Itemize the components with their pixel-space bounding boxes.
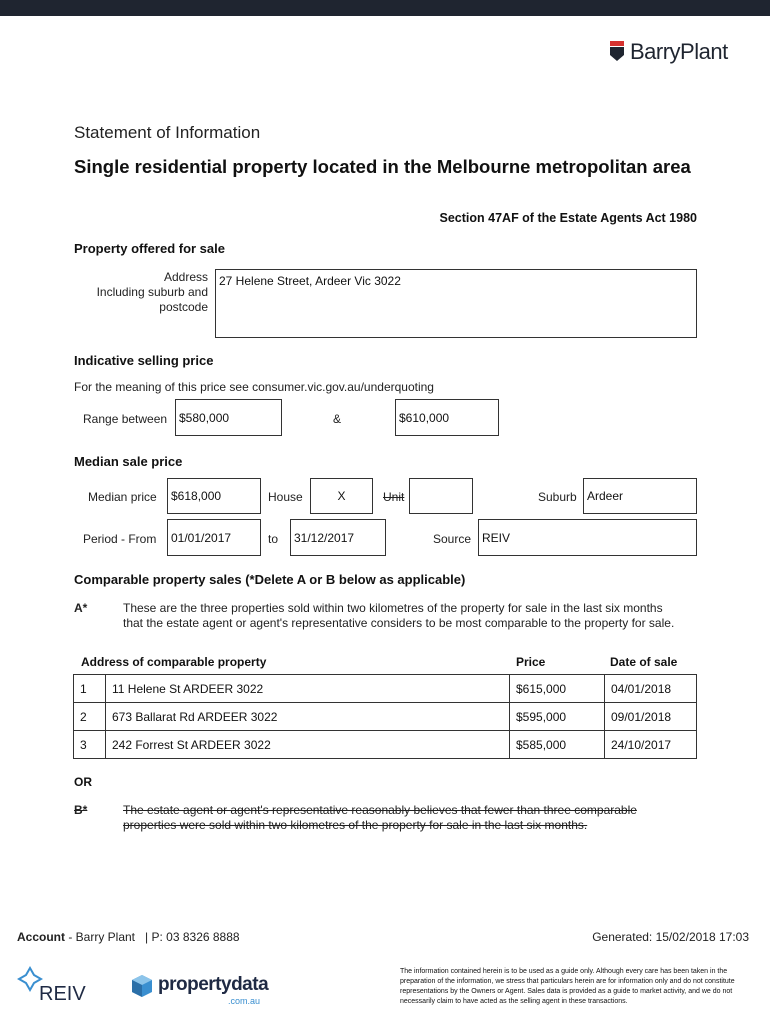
indicative-note: For the meaning of this price see consumer.vic.gov.au/underquoting xyxy=(74,380,434,394)
option-a-label: A* xyxy=(74,601,88,615)
table-row xyxy=(74,731,697,759)
period-label: Period - From xyxy=(83,532,157,546)
address-label xyxy=(97,270,208,315)
col-price-header: Price xyxy=(516,655,546,669)
account-label: Account xyxy=(17,930,65,944)
comparable-heading: Comparable property sales (*Delete A or B below as applicable) xyxy=(74,572,466,587)
statement-heading: Statement of Information xyxy=(74,123,261,142)
address-label-line: postcode xyxy=(159,300,208,314)
source-value: REIV xyxy=(482,531,511,545)
row-address: 242 Forrest St ARDEER 3022 xyxy=(106,731,510,759)
col-address-header: Address of comparable property xyxy=(81,655,267,669)
property-heading: Property offered for sale xyxy=(74,241,225,256)
propertydata-logo xyxy=(130,972,280,1008)
period-to-field[interactable] xyxy=(290,519,386,556)
source-field[interactable] xyxy=(478,519,697,556)
house-label: House xyxy=(268,490,303,504)
house-field[interactable] xyxy=(310,478,373,514)
suburb-field[interactable] xyxy=(583,478,697,514)
house-value: X xyxy=(337,489,346,503)
period-to-value: 31/12/2017 xyxy=(294,531,355,545)
barry-plant-logo-icon xyxy=(610,41,624,63)
option-b-label: B* xyxy=(74,803,88,817)
brand-name: BarryPlant xyxy=(630,39,728,64)
row-price: $615,000 xyxy=(510,675,605,703)
range-high-field[interactable] xyxy=(395,399,499,436)
propertydata-text: propertydata xyxy=(158,974,269,995)
row-number: 3 xyxy=(74,731,106,759)
reiv-logo xyxy=(17,966,97,1006)
address-label-line: Including suburb and xyxy=(96,285,208,299)
propertydata-cube-icon xyxy=(130,974,154,998)
section-reference: Section 47AF of the Estate Agents Act 1980 xyxy=(439,211,697,225)
suburb-label: Suburb xyxy=(538,490,577,504)
option-a-text: These are the three properties sold within two kilometres of the property for sale in the last six months that the estate agent or agent's representative considers to be most comparable to the property for sale. xyxy=(123,601,675,630)
range-amp: & xyxy=(333,412,342,426)
comparable-table xyxy=(73,674,697,759)
period-from-field[interactable] xyxy=(167,519,261,556)
disclaimer-text: The information contained herein is to be used as a guide only. Although every care has been taken in the preparation of the information, we stress that particulars herein are for information only and do not constitute representations by the Owners or Agent. Sales data is provided as a guide to market activity, and we do not necessarily claim to have acted as the selling agent in these transactions. xyxy=(400,968,735,1005)
to-label: to xyxy=(268,532,279,546)
row-address: 11 Helene St ARDEER 3022 xyxy=(106,675,510,703)
median-price-value: $618,000 xyxy=(171,489,222,503)
row-date: 09/01/2018 xyxy=(605,703,697,731)
range-high-value: $610,000 xyxy=(399,411,450,425)
range-low-value: $580,000 xyxy=(179,411,230,425)
period-from-value: 01/01/2017 xyxy=(171,531,232,545)
median-heading: Median sale price xyxy=(74,454,183,469)
address-value: 27 Helene Street, Ardeer Vic 3022 xyxy=(219,274,401,288)
page-title: Single residential property located in the Melbourne metropolitan area xyxy=(74,156,691,177)
suburb-value: Ardeer xyxy=(587,489,624,503)
or-label: OR xyxy=(74,775,92,789)
propertydata-domain: .com.au xyxy=(228,996,261,1006)
median-price-label: Median price xyxy=(88,490,157,504)
row-address: 673 Ballarat Rd ARDEER 3022 xyxy=(106,703,510,731)
reiv-text: REIV xyxy=(39,983,86,1005)
source-label: Source xyxy=(433,532,472,546)
account-name: - Barry Plant xyxy=(65,930,136,944)
account-line xyxy=(17,930,240,944)
row-date: 24/10/2017 xyxy=(605,731,697,759)
unit-field[interactable] xyxy=(409,478,473,514)
top-bar xyxy=(0,0,770,16)
row-price: $595,000 xyxy=(510,703,605,731)
median-price-field[interactable] xyxy=(167,478,261,514)
row-price: $585,000 xyxy=(510,731,605,759)
address-label-line: Address xyxy=(163,270,208,284)
range-low-field[interactable] xyxy=(175,399,282,436)
row-date: 04/01/2018 xyxy=(605,675,697,703)
address-field[interactable] xyxy=(215,269,697,338)
phone-number: | P: 03 8326 8888 xyxy=(145,930,240,944)
generated-timestamp: Generated: 15/02/2018 17:03 xyxy=(592,930,749,944)
col-date-header: Date of sale xyxy=(610,655,678,669)
table-row xyxy=(74,675,697,703)
indicative-heading: Indicative selling price xyxy=(74,353,214,368)
option-b-text: The estate agent or agent's representative reasonably believes that fewer than three comparable properties were sold within two kilometres of the property for sale in the last six months. xyxy=(123,803,637,832)
unit-label: Unit xyxy=(383,490,405,504)
row-number: 2 xyxy=(74,703,106,731)
brand-logo xyxy=(610,38,728,66)
table-row xyxy=(74,703,697,731)
row-number: 1 xyxy=(74,675,106,703)
range-label: Range between xyxy=(83,412,168,426)
